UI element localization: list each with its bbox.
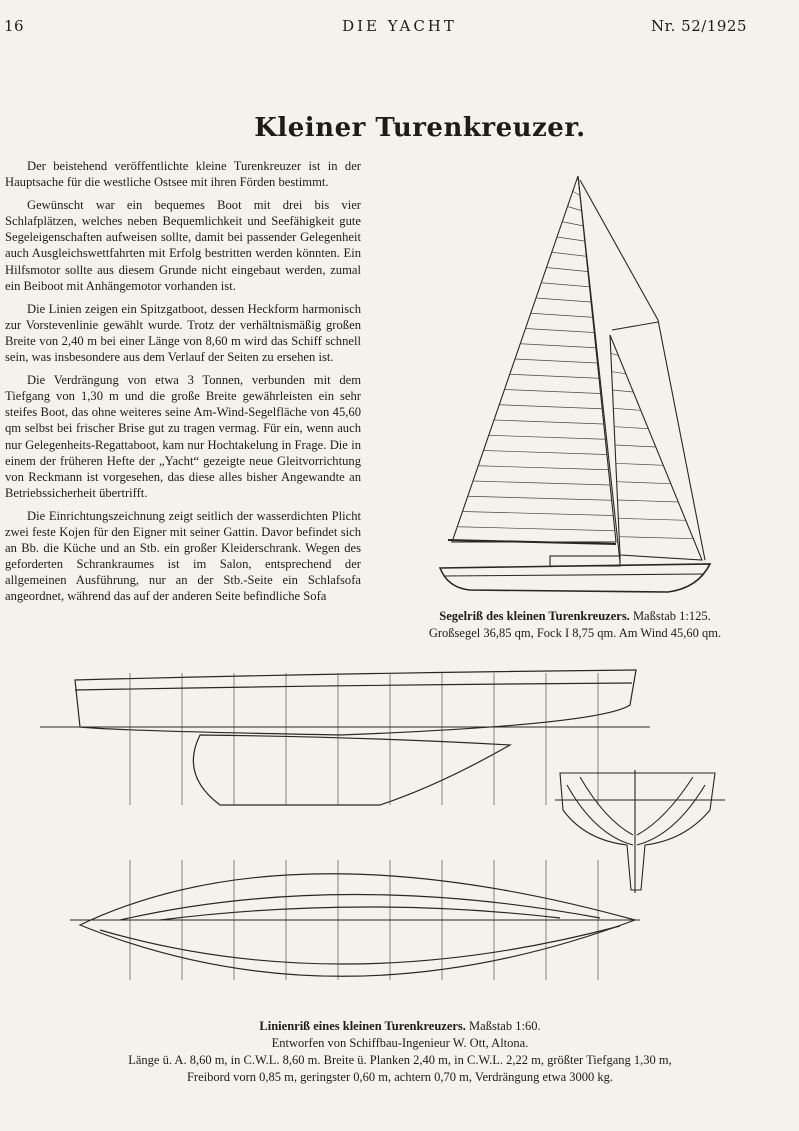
sail-caption-scale: Maßstab 1:125. <box>632 609 711 623</box>
lines-caption-scale: Maßstab 1:60. <box>469 1019 541 1033</box>
lines-plan-halfbreadth <box>40 840 650 1010</box>
paragraph-5: Die Einrichtungszeichnung zeigt seitlich der wasserdichten Plicht zwei feste Kojen für den Eigner mit seiner Gattin. Davor befindet sich an Bb. die Küche und an Stb. ein großer Kleiderschrank. Wegen des geforderten Schrankraumes ist im Salon, entsprechend der allgemeinen Ausführung, nur an der Stb.-Seite ein Schlafsofa angeordnet, während das auf der anderen Seite befindliche Sofa <box>5 508 361 604</box>
paragraph-2: Gewünscht war ein bequemes Boot mit drei bis vier Schlafplätzen, welches neben Bequemlichkeit und Seefähigkeit gute Segeleigenschaften aufweisen sollte, damit bei passender Gelegenheit auch Ausgleichswettfahrten mit Erfolg bestritten werden könnten. Ein Hilfsmotor sollte aus diesem Grunde nicht eingebaut werden, zumal ein Beiboot mit Anhängemotor vorhanden ist. <box>5 198 361 293</box>
paragraph-4: Die Verdrängung von etwa 3 Tonnen, verbunden mit dem Tiefgang von 1,30 m und die große Breite gewährleisten ein sehr steifes Boot, das ohne weiteres seine Am-Wind-Segelfläche von 45,60 qm selbst bei frischer Brise gut zu tragen vermag. Für ein, wenn auch nur Gelegenheits-Regattaboot, kam nur Hochtakelung in Frage. Die in einem der früheren Hefte der „Yacht“ gezeigte neue Gleitvorrichtung von Reckmann ist vorgesehen, das diese alles bisher Angewandte an Betriebssicherheit übertrifft. <box>5 373 361 500</box>
sail-caption-title: Segelriß des kleinen Turenkreuzers. <box>439 609 630 623</box>
lines-plan-caption <box>60 1018 740 1086</box>
lines-caption-freeboard: Freibord vorn 0,85 m, geringster 0,60 m, achtern 0,70 m, Verdrängung etwa 3000 kg. <box>186 1070 614 1084</box>
issue-number: Nr. 52/1925 <box>651 17 747 35</box>
article-title: Kleiner Turenkreuzer. <box>254 113 586 143</box>
paragraph-3: Die Linien zeigen ein Spitzgatboot, dessen Heckform harmonisch zur Vorstevenlinie gewählt wurde. Trotz der verhältnismäßig großen Breite von 2,40 m bei einer Länge von 8,60 m wird das Schiff schnell sein, was insbesondere aus dem Verlauf der Seiten zu ersehen ist. <box>5 301 361 365</box>
sail-plan-drawing <box>430 170 750 600</box>
lines-caption-title: Linienriß eines kleinen Turenkreuzers. <box>259 1019 466 1033</box>
journal-title: DIE YACHT <box>342 17 457 35</box>
lines-caption-dimensions: Länge ü. A. 8,60 m, in C.W.L. 8,60 m. Breite ü. Planken 2,40 m, in C.W.L. 2,22 m, größter Tiefgang 1,30 m, <box>128 1053 672 1067</box>
article-body <box>5 158 361 611</box>
sail-plan-caption <box>400 608 750 642</box>
paragraph-1: Der beistehend veröffentlichte kleine Turenkreuzer ist in der Hauptsache für die westliche Ostsee mit ihren Förden bestimmt. <box>5 159 361 190</box>
page-number: 16 <box>4 17 25 35</box>
sail-caption-areas: Großsegel 36,85 qm, Fock I 8,75 qm. Am Wind 45,60 qm. <box>428 626 722 640</box>
lines-caption-designer: Entworfen von Schiffbau-Ingenieur W. Ott, Altona. <box>271 1036 529 1050</box>
